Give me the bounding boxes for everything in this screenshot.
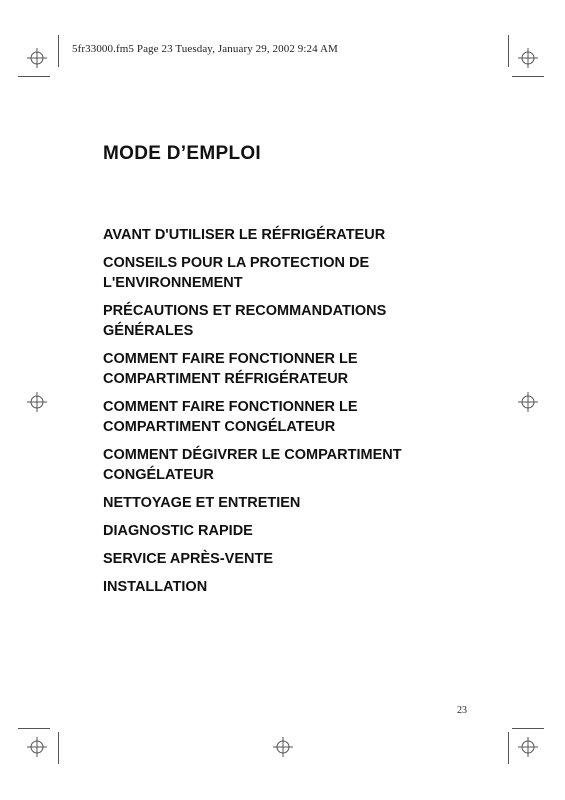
toc-item <box>103 521 463 541</box>
registration-mark-icon <box>273 737 293 757</box>
toc-item-line: GÉNÉRALES <box>103 323 194 339</box>
toc-item-line: L'ENVIRONNEMENT <box>103 275 243 291</box>
toc-item-line: COMMENT FAIRE FONCTIONNER LE <box>103 351 358 367</box>
registration-mark-icon <box>27 392 47 412</box>
toc-item-line: NETTOYAGE ET ENTRETIEN <box>103 495 301 511</box>
crop-line-bottom-right <box>512 728 544 729</box>
crop-line-bottom-right-v <box>508 732 509 764</box>
page-title: MODE D’EMPLOI <box>103 143 262 164</box>
toc-item-line: COMPARTIMENT CONGÉLATEUR <box>103 419 336 435</box>
crop-line-top-left <box>18 76 50 77</box>
toc-item <box>103 445 463 485</box>
toc-item-line: SERVICE APRÈS-VENTE <box>103 551 274 567</box>
toc-item <box>103 493 463 513</box>
registration-mark-icon <box>518 392 538 412</box>
toc-item-line: COMMENT DÉGIVRER LE COMPARTIMENT <box>103 447 402 463</box>
crop-line-top-left-v <box>58 35 59 67</box>
toc-item <box>103 397 463 437</box>
crop-line-bottom-left <box>18 728 50 729</box>
registration-mark-icon <box>27 48 47 68</box>
toc-item-line: DIAGNOSTIC RAPIDE <box>103 523 253 539</box>
toc-item <box>103 225 463 245</box>
toc-item-line: CONGÉLATEUR <box>103 467 214 483</box>
toc-item-line: COMMENT FAIRE FONCTIONNER LE <box>103 399 358 415</box>
toc-item <box>103 253 463 293</box>
toc-item <box>103 301 463 341</box>
toc-item-line: CONSEILS POUR LA PROTECTION DE <box>103 255 370 271</box>
table-of-contents <box>103 225 463 605</box>
toc-item-line: AVANT D'UTILISER LE RÉFRIGÉRATEUR <box>103 227 386 243</box>
crop-line-top-right-v <box>508 35 509 67</box>
toc-item-line: INSTALLATION <box>103 579 208 595</box>
toc-item-line: PRÉCAUTIONS ET RECOMMANDATIONS <box>103 303 387 319</box>
registration-mark-icon <box>518 737 538 757</box>
toc-item <box>103 349 463 389</box>
registration-mark-icon <box>518 48 538 68</box>
page-number: 23 <box>457 705 467 716</box>
registration-mark-icon <box>27 737 47 757</box>
crop-line-bottom-left-v <box>58 732 59 764</box>
print-header: 5fr33000.fm5 Page 23 Tuesday, January 29, 2002 9:24 AM <box>72 43 338 55</box>
crop-line-top-right <box>512 76 544 77</box>
toc-item <box>103 549 463 569</box>
toc-item <box>103 577 463 597</box>
toc-item-line: COMPARTIMENT RÉFRIGÉRATEUR <box>103 371 349 387</box>
